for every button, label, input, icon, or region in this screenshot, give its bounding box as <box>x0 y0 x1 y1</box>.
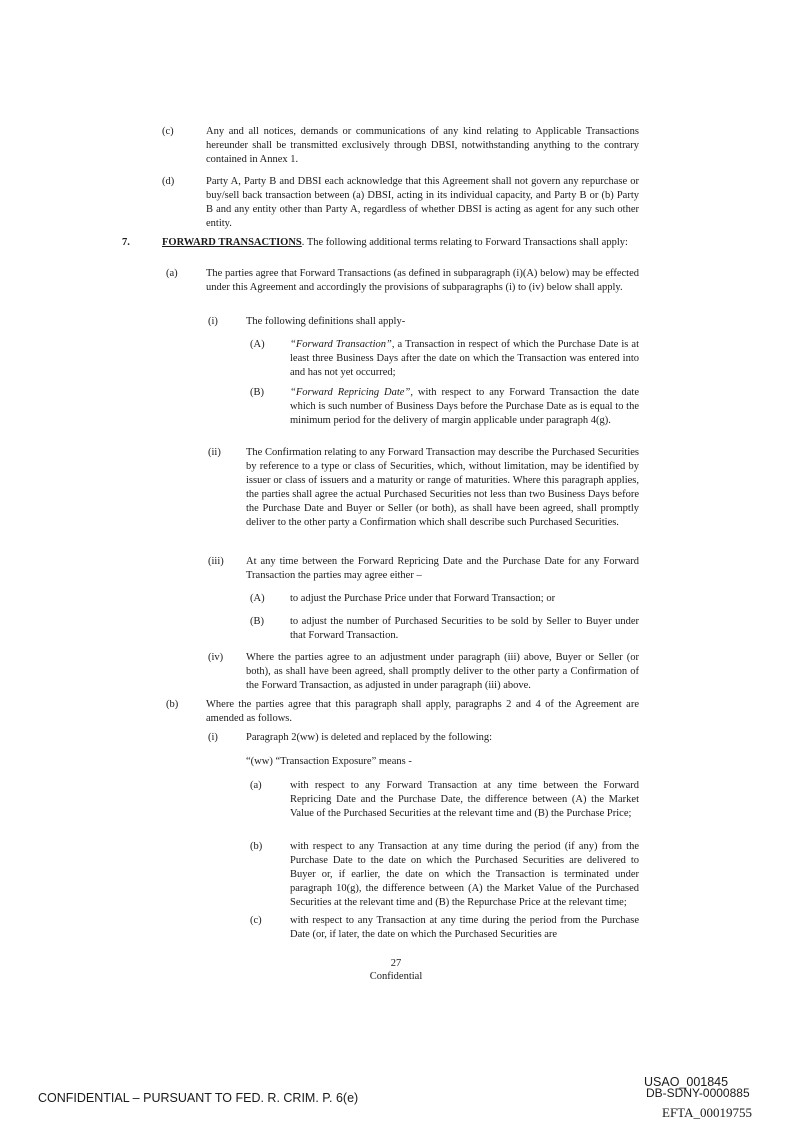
section-7-text: . The following additional terms relating to Forward Transactions shall apply: <box>301 237 628 248</box>
section-7-intro <box>162 236 639 250</box>
paragraph-7a: The parties agree that Forward Transactions (as defined in subparagraph (i)(A) below) may be effected under this Agreement and accordingly the provisions of subparagraphs (i) to (iv) below shall apply. <box>206 268 639 293</box>
item-label: (iii) <box>208 556 224 567</box>
item-label: (b) <box>166 699 179 710</box>
defined-term: “Forward Transaction” <box>290 339 392 350</box>
paragraph-7a-i-A <box>290 338 639 380</box>
paragraph-6c: Any and all notices, demands or communications of any kind relating to Applicable Transactions hereunder shall be transmitted exclusively through DBSI, notwithstanding anything to the contrary contained in Annex 1. <box>206 126 639 165</box>
item-label: (b) <box>250 841 263 852</box>
paragraph-7a-i: The following definitions shall apply- <box>246 316 406 327</box>
section-heading: FORWARD TRANSACTIONS <box>162 237 302 248</box>
bates-efta: EFTA_00019755 <box>662 1105 752 1120</box>
item-label: (iv) <box>208 652 224 663</box>
item-label: (d) <box>162 176 175 187</box>
paragraph-7b-i: Paragraph 2(ww) is deleted and replaced by the following: <box>246 732 493 743</box>
item-label: (B) <box>250 387 264 398</box>
paragraph-7a-i-B <box>290 386 639 428</box>
paragraph-6d: Party A, Party B and DBSI each acknowledge that this Agreement shall not govern any repurchase or buy/sell back transaction between (a) DBSI, acting in its individual capacity, and Party B or (b) Party B and any entity other than Party A, regardless of whether DBSI is acting as agent for any such other entity. <box>206 176 639 229</box>
section-number: 7. <box>122 237 130 248</box>
page-number: 27 <box>390 958 402 969</box>
item-label: (i) <box>208 316 218 327</box>
paragraph-7b-i-b: with respect to any Transaction at any time during the period (if any) from the Purchase Date to the date on which the Purchased Securities are delivered to Buyer or, if earlier, the date on which the Transaction is terminated under paragraph 10(g), the difference between (A) the Market Value of the Purchased Securities at the relevant time and (B) the Repurchase Price at the relevant time; <box>290 841 639 908</box>
definition-text: , with respect to any Forward Transaction the date which is such number of Business Days before the Purchase Date as is equal to the minimum period for the delivery of margin applicable under paragraph 4(g). <box>290 387 639 426</box>
paragraph-7a-iii: At any time between the Forward Repricing Date and the Purchase Date for any Forward Transaction the parties may agree either – <box>246 556 639 581</box>
confidential-footer: CONFIDENTIAL – PURSUANT TO FED. R. CRIM. P. 6(e) <box>38 1091 359 1105</box>
item-label: (ii) <box>208 447 221 458</box>
item-label: (A) <box>250 593 265 604</box>
paragraph-7a-ii: The Confirmation relating to any Forward Transaction may describe the Purchased Securities by reference to a type or class of Securities, which, without limitation, may be identified by issuer or class of issuers and a maturity or range of maturities. Where this paragraph applies, the parties shall agree the actual Purchased Securities not less than two Business Days before the Purchase Date and Buyer or Seller (or both), as shall have been agreed, shall promptly deliver to the other party a Confirmation which shall describe such Purchased Securities. <box>246 447 639 528</box>
paragraph-7b-i-c: with respect to any Transaction at any time during the period from the Purchase Date (or, if later, the date on which the Purchased Securities are <box>290 915 639 940</box>
item-label: (c) <box>250 915 262 926</box>
paragraph-7a-iii-B: to adjust the number of Purchased Securities to be sold by Seller to Buyer under that Forward Transaction. <box>290 616 639 641</box>
definition-ww: “(ww) “Transaction Exposure” means - <box>246 756 412 767</box>
item-label: (A) <box>250 339 265 350</box>
item-label: (a) <box>166 268 178 279</box>
item-label: (c) <box>162 126 174 137</box>
item-label: (i) <box>208 732 218 743</box>
paragraph-7a-iii-A: to adjust the Purchase Price under that Forward Transaction; or <box>290 593 556 604</box>
paragraph-7b-i-a: with respect to any Forward Transaction at any time between the Forward Repricing Date and the Purchase Date, the difference between (A) the Market Value of the Purchased Securities at the relevant time and (B) the Purchase Price; <box>290 780 639 819</box>
definition-text: , a Transaction in respect of which the Purchase Date is at least three Business Days after the date on which the Transaction was entered into and has not yet occurred; <box>290 339 640 378</box>
defined-term: “Forward Repricing Date” <box>290 387 411 398</box>
page-classification: Confidential <box>369 971 423 982</box>
bates-usao: USAO_001845 <box>644 1075 729 1089</box>
paragraph-7a-iv: Where the parties agree to an adjustment under paragraph (iii) above, Buyer or Seller (or both), as shall have been agreed, shall promptly deliver to the other party a Confirmation of the Forward Transaction, as adjusted in under paragraph (iii) above. <box>246 652 639 691</box>
item-label: (B) <box>250 616 264 627</box>
paragraph-7b: Where the parties agree that this paragraph shall apply, paragraphs 2 and 4 of the Agreement are amended as follows. <box>206 699 639 724</box>
item-label: (a) <box>250 780 262 791</box>
bates-db: DB-SDNY-0000885 <box>646 1086 750 1100</box>
